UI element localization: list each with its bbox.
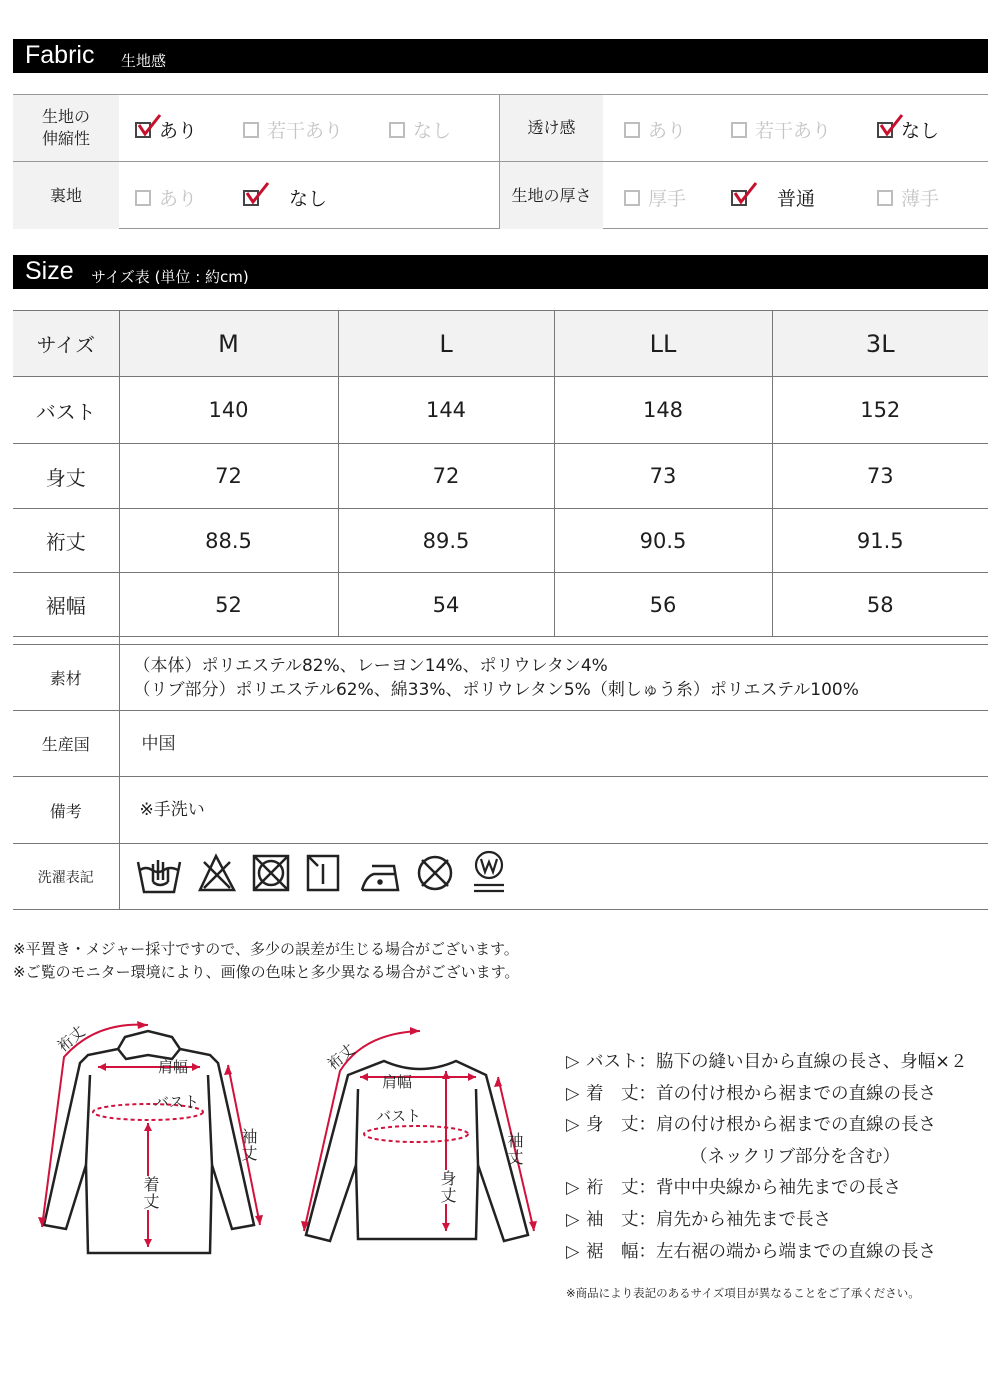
wet-clean-icon bbox=[474, 852, 504, 891]
thickness-label: 生地の厚さ bbox=[500, 162, 603, 229]
stretch-option-yes: あり bbox=[135, 116, 197, 143]
size-col-ll: LL bbox=[554, 311, 772, 377]
legend-subnote: （ネックリブ部分を含む） bbox=[690, 1146, 900, 1167]
right-sode-label: 袖丈 bbox=[505, 1132, 524, 1166]
legend-item: ▷ 裾 幅：左右裾の端から端までの直線の長さ bbox=[566, 1237, 967, 1269]
checkbox-icon bbox=[624, 190, 640, 206]
triangle-icon: ▷ bbox=[566, 1083, 580, 1104]
thickness-option-thick: 厚手 bbox=[624, 184, 686, 211]
origin-value: 中国 bbox=[119, 711, 988, 777]
size-col-3l: 3L bbox=[772, 311, 988, 377]
remarks-value: ※手洗い bbox=[119, 777, 988, 844]
left-sode-label: 袖丈 bbox=[239, 1128, 258, 1162]
checked-checkbox-icon bbox=[877, 122, 893, 138]
material-label: 素材 bbox=[13, 645, 119, 711]
table-cell: 58 bbox=[772, 573, 988, 637]
right-yuki-label: 裄丈 bbox=[324, 1040, 359, 1074]
table-cell: 54 bbox=[338, 573, 554, 637]
table-cell: 89.5 bbox=[338, 509, 554, 573]
left-bust-label: バスト bbox=[154, 1093, 200, 1111]
table-cell: 56 bbox=[554, 573, 772, 637]
right-katahaba-label: 肩幅 bbox=[382, 1073, 413, 1091]
size-table bbox=[13, 310, 988, 637]
row-label: 裾幅 bbox=[13, 573, 119, 637]
table-cell: 152 bbox=[772, 377, 988, 444]
sheer-option-none: なし bbox=[877, 116, 939, 143]
table-row bbox=[13, 509, 988, 573]
checkbox-icon bbox=[135, 190, 151, 206]
triangle-icon: ▷ bbox=[566, 1241, 580, 1262]
lining-option-yes: あり bbox=[135, 184, 197, 211]
care-icons bbox=[119, 844, 988, 910]
table-cell: 91.5 bbox=[772, 509, 988, 573]
size-col-m: M bbox=[119, 311, 338, 377]
table-row bbox=[13, 377, 988, 444]
table-cell: 144 bbox=[338, 377, 554, 444]
hand-wash-icon bbox=[138, 860, 180, 892]
triangle-icon: ▷ bbox=[566, 1209, 580, 1230]
triangle-icon: ▷ bbox=[566, 1178, 580, 1199]
table-cell: 73 bbox=[554, 444, 772, 509]
lining-option-none: なし bbox=[243, 184, 327, 211]
sheer-option-slight: 若干あり bbox=[731, 116, 831, 143]
row-label: 身丈 bbox=[13, 444, 119, 509]
triangle-icon: ▷ bbox=[566, 1115, 580, 1136]
size-section-header bbox=[13, 255, 988, 289]
checked-checkbox-icon bbox=[731, 190, 747, 206]
material-row bbox=[13, 645, 988, 711]
origin-label: 生産国 bbox=[13, 711, 119, 777]
checkbox-icon bbox=[389, 122, 405, 138]
triangle-icon: ▷ bbox=[566, 1052, 580, 1072]
details-table bbox=[13, 636, 988, 910]
fabric-table bbox=[13, 94, 988, 229]
left-katahaba-label: 肩幅 bbox=[158, 1058, 189, 1076]
size-col-l: L bbox=[338, 311, 554, 377]
row-label: バスト bbox=[13, 377, 119, 444]
legend-item: ▷ バスト：脇下の縫い目から直線の長さ、身幅×２ bbox=[566, 1047, 967, 1079]
table-row bbox=[13, 573, 988, 637]
checkbox-icon bbox=[877, 190, 893, 206]
size-table-corner: サイズ bbox=[13, 311, 119, 377]
table-cell: 140 bbox=[119, 377, 338, 444]
size-header-subtitle: サイズ表 (単位 : 約cm) bbox=[91, 268, 249, 286]
right-mitake-label: 身丈 bbox=[438, 1170, 457, 1204]
checked-checkbox-icon bbox=[135, 122, 151, 138]
remarks-label: 備考 bbox=[13, 777, 119, 844]
legend-item: ▷ 裄 丈：背中中央線から袖先までの長さ bbox=[566, 1173, 967, 1205]
left-yuki-label: 裄丈 bbox=[54, 1022, 89, 1056]
material-value: （本体）ポリエステル82%、レーヨン14%、ポリウレタン4% （リブ部分）ポリエステル62%、綿33%、ポリウレタン5%（刺しゅう糸）ポリエステル100% bbox=[119, 645, 988, 711]
fabric-header-subtitle: 生地感 bbox=[121, 52, 167, 70]
table-row bbox=[13, 444, 988, 509]
size-header-title: Size bbox=[25, 257, 74, 285]
iron-low-icon bbox=[362, 866, 398, 890]
fabric-header-title: Fabric bbox=[25, 41, 95, 69]
left-kitake-label: 着丈 bbox=[141, 1176, 160, 1210]
checkbox-icon bbox=[624, 122, 640, 138]
checkbox-icon bbox=[731, 122, 747, 138]
table-cell: 52 bbox=[119, 573, 338, 637]
table-cell: 73 bbox=[772, 444, 988, 509]
line-dry-icon bbox=[308, 856, 338, 890]
measurement-legend bbox=[566, 1047, 967, 1268]
legend-item: ▷ 着 丈：首の付け根から裾までの直線の長さ bbox=[566, 1079, 967, 1111]
stretch-label: 生地の 伸縮性 bbox=[13, 95, 119, 161]
fabric-section-header bbox=[13, 39, 988, 73]
origin-row bbox=[13, 711, 988, 777]
lining-label: 裏地 bbox=[13, 162, 119, 229]
stretch-option-none: なし bbox=[389, 116, 451, 143]
thickness-option-thin: 薄手 bbox=[877, 184, 939, 211]
remarks-row bbox=[13, 777, 988, 844]
no-dry-clean-icon bbox=[419, 857, 451, 889]
table-cell: 88.5 bbox=[119, 509, 338, 573]
sheer-option-yes: あり bbox=[624, 116, 686, 143]
right-bust-label: バスト bbox=[376, 1107, 422, 1125]
notes: ※平置き・メジャー採寸ですので、多少の誤差が生じる場合がございます。 ※ご覧のモニター環境により、画像の色味と多少異なる場合がございます。 bbox=[13, 940, 520, 981]
sheer-label: 透け感 bbox=[500, 95, 603, 161]
table-cell: 72 bbox=[119, 444, 338, 509]
care-row bbox=[13, 844, 988, 910]
legend-item: ▷ 袖 丈：肩先から袖先まで長さ bbox=[566, 1205, 967, 1237]
checkbox-icon bbox=[243, 122, 259, 138]
table-cell: 72 bbox=[338, 444, 554, 509]
care-label: 洗濯表記 bbox=[13, 844, 119, 910]
table-cell: 148 bbox=[554, 377, 772, 444]
footnote: ※商品により表記のあるサイズ項目が異なることをご了承ください。 bbox=[566, 1286, 920, 1300]
table-cell: 90.5 bbox=[554, 509, 772, 573]
stretch-option-slight: 若干あり bbox=[243, 116, 343, 143]
row-label: 裄丈 bbox=[13, 509, 119, 573]
legend-item: ▷ 身 丈：肩の付け根から裾までの直線の長さ bbox=[566, 1110, 967, 1142]
thickness-option-normal: 普通 bbox=[731, 184, 815, 211]
no-tumble-dry-icon bbox=[254, 856, 288, 890]
size-table-header-row bbox=[13, 311, 988, 377]
checked-checkbox-icon bbox=[243, 190, 259, 206]
no-bleach-icon bbox=[200, 856, 234, 890]
